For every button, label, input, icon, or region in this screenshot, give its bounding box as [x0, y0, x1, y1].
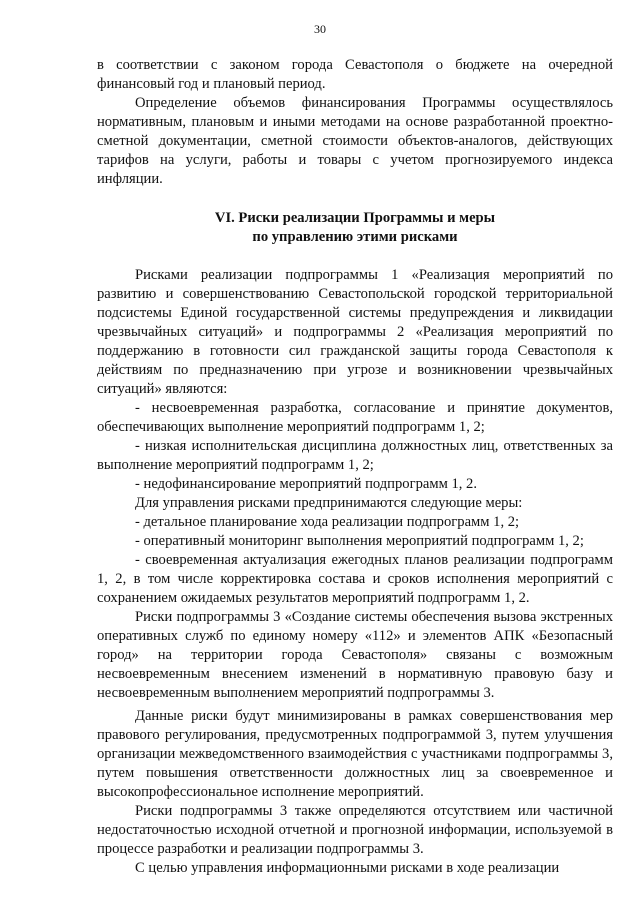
list-item: - детальное планирование хода реализации подпрограмм 1, 2;	[135, 514, 520, 530]
paragraph: Рисками реализации подпрограммы 1 «Реализация мероприятий по развитию и совершенствованию Севастопольской городской территориальной подсистемы Единой государственной системы предупреждения и ликвидации чрезвычайных ситуаций» и подпрограммы 2 «Реализация мероприятий по поддержанию в готовности сил гражданской защиты города Севастополя к действиям по предназначению при угрозе и возникновении чрезвычайных ситуаций» являются:	[97, 267, 613, 397]
section-heading-line-1: VI. Риски реализации Программы и меры	[214, 210, 496, 226]
paragraph: С целью управления информационными рисками в ходе реализации	[135, 860, 560, 876]
list-item: - несвоевременная разработка, согласование и принятие документов, обеспечивающих выполнение мероприятий подпрограмм 1, 2;	[97, 400, 613, 435]
document-body	[97, 56, 613, 878]
paragraph: в соответствии с законом города Севастополя о бюджете на очередной финансовый год и плановый период.	[97, 57, 613, 92]
list-item: - низкая исполнительская дисциплина должностных лиц, ответственных за выполнение мероприятий подпрограмм 1, 2;	[97, 438, 613, 473]
paragraph: Для управления рисками предпринимаются следующие меры:	[135, 495, 523, 511]
list-item: - оперативный мониторинг выполнения мероприятий подпрограмм 1, 2;	[135, 533, 584, 549]
section-heading	[97, 209, 613, 247]
paragraph: Риски подпрограммы 3 «Создание системы обеспечения вызова экстренных оперативных служб по единому номеру «112» и элементов АПК «Безопасный город» на территории города Севастополя» связаны с возможным несвоевременным внесением изменений в нормативную правовую базу и несвоевременным выполнением мероприятий подпрограммы 3.	[97, 609, 613, 701]
list-item: - своевременная актуализация ежегодных планов реализации подпрограмм 1, 2, в том числе корректировка состава и сроков исполнения мероприятий с сохранением ожидаемых результатов мероприятий подпрограмм 1, 2.	[97, 552, 613, 606]
paragraph: Риски подпрограммы 3 также определяются отсутствием или частичной недостаточностью исходной отчетной и прогнозной информации, используемой в процессе разработки и реализации подпрограммы 3.	[97, 803, 613, 857]
paragraph: Данные риски будут минимизированы в рамках совершенствования мер правового регулирования, предусмотренных подпрограммой 3, путем улучшения организации межведомственного взаимодействия с участниками подпрограммы 3, путем повышения ответственности должностных лиц за своевременное и высокопрофессиональное исполнение мероприятий.	[97, 708, 613, 800]
list-item: - недофинансирование мероприятий подпрограмм 1, 2.	[135, 476, 478, 492]
page-number: 30	[314, 22, 326, 36]
paragraph: Определение объемов финансирования Программы осуществлялось нормативным, плановым и иными методами на основе разработанной проектно-сметной документации, сметной стоимости объектов-аналогов, действующих тарифов на услуги, работы и товары с учетом прогнозируемого индекса инфляции.	[97, 95, 613, 187]
section-heading-line-2: по управлению этими рисками	[252, 229, 458, 245]
